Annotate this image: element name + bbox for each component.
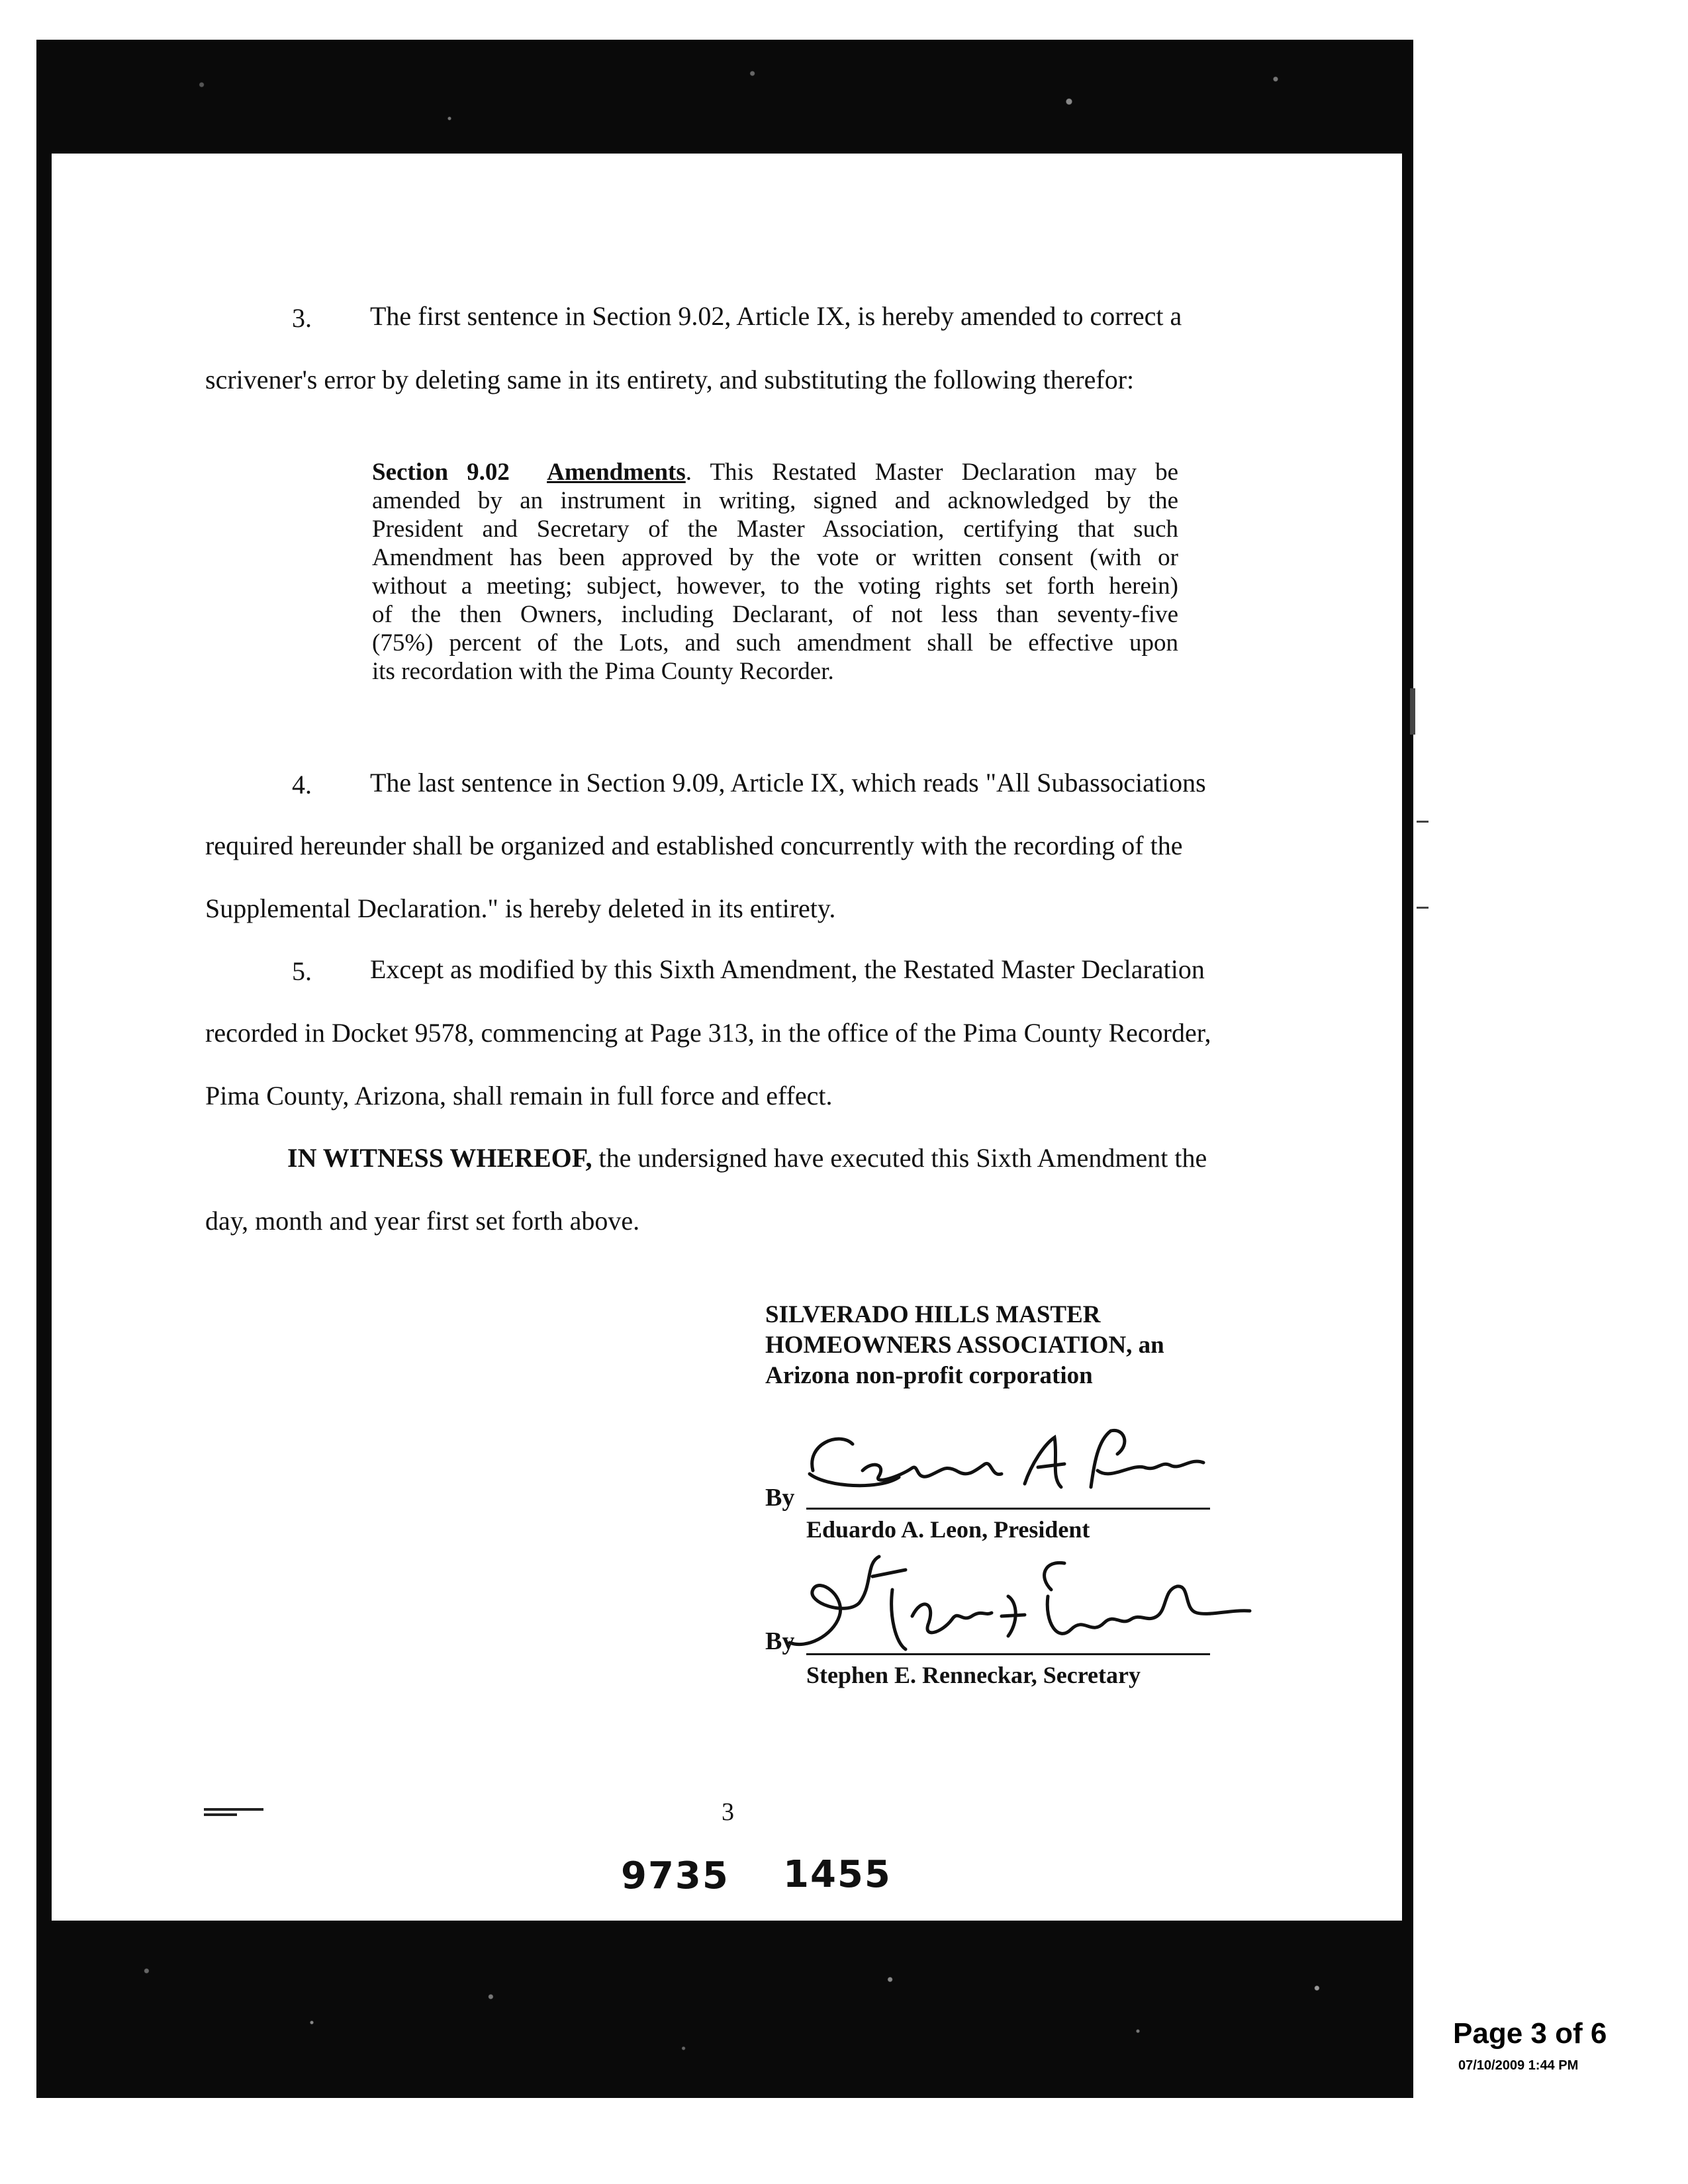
witness-line-2: day, month and year first set forth above. bbox=[205, 1206, 640, 1236]
quote-line-2: amended by an instrument in writing, signed and acknowledged by the bbox=[372, 487, 1178, 514]
signature-2-by: By bbox=[765, 1627, 795, 1655]
scan-noise-top bbox=[36, 40, 1413, 152]
docket-page: 1455 bbox=[783, 1853, 892, 1896]
page-number: 3 bbox=[722, 1798, 734, 1826]
quote-line-4: Amendment has been approved by the vote or written consent (with or bbox=[372, 544, 1178, 571]
quote-text-1: . This Restated Master Declaration may be bbox=[685, 459, 1178, 486]
item-3-number: 3. bbox=[292, 303, 312, 333]
item-3-line-1: The first sentence in Section 9.02, Article IX, is hereby amended to correct a bbox=[370, 301, 1182, 331]
item-3-line-2: scrivener's error by deleting same in its entirety, and substituting the following therefor: bbox=[205, 365, 1135, 394]
signature-1-handwriting bbox=[800, 1424, 1210, 1510]
item-4-number: 4. bbox=[292, 770, 312, 799]
item-5-number: 5. bbox=[292, 956, 312, 986]
witness-line-1-rest: the undersigned have executed this Sixth Amendment the bbox=[592, 1143, 1207, 1173]
print-timestamp: 07/10/2009 1:44 PM bbox=[1458, 2058, 1579, 2073]
association-line-2: HOMEOWNERS ASSOCIATION, an bbox=[765, 1332, 1164, 1359]
scan-noise-bottom bbox=[36, 1919, 1413, 2091]
quote-line-6: of the then Owners, including Declarant, of not less than seventy-five bbox=[372, 601, 1178, 628]
witness-line-1 bbox=[287, 1142, 1207, 1174]
scan-edge-artifact bbox=[1410, 688, 1415, 735]
quote-line-7: (75%) percent of the Lots, and such amendment shall be effective upon bbox=[372, 629, 1178, 657]
document-page bbox=[52, 154, 1402, 1921]
item-5-line-1: Except as modified by this Sixth Amendment, the Restated Master Declaration bbox=[370, 954, 1205, 984]
association-line-3: Arizona non-profit corporation bbox=[765, 1362, 1093, 1389]
section-902-quote bbox=[372, 458, 1178, 686]
signature-1-name: Eduardo A. Leon, President bbox=[806, 1516, 1090, 1543]
signature-2-line bbox=[806, 1653, 1210, 1655]
item-4-line-1: The last sentence in Section 9.09, Article IX, which reads "All Subassociations bbox=[370, 768, 1206, 797]
scan-edge-artifact bbox=[1417, 907, 1429, 909]
signature-2-handwriting bbox=[780, 1550, 1256, 1662]
association-block bbox=[765, 1300, 1164, 1391]
signature-1-line bbox=[806, 1508, 1210, 1510]
signature-1-by: By bbox=[765, 1484, 795, 1512]
item-4-line-2: required hereunder shall be organized and established concurrently with the recording of the bbox=[205, 831, 1183, 860]
witness-lead: IN WITNESS WHEREOF, bbox=[287, 1143, 592, 1173]
docket-number: 9735 bbox=[621, 1854, 729, 1897]
quote-heading-title: Amendments bbox=[547, 459, 686, 486]
quote-heading: Section 9.02 bbox=[372, 459, 510, 486]
quote-line-1 bbox=[372, 458, 1178, 486]
quote-line-5: without a meeting; subject, however, to the voting rights set forth herein) bbox=[372, 572, 1178, 600]
signature-2-name: Stephen E. Renneckar, Secretary bbox=[806, 1662, 1141, 1688]
page-counter: Page 3 of 6 bbox=[1453, 2017, 1607, 2050]
item-4-line-3: Supplemental Declaration." is hereby deleted in its entirety. bbox=[205, 893, 836, 923]
item-5-line-2: recorded in Docket 9578, commencing at Page 313, in the office of the Pima County Recorder, bbox=[205, 1018, 1211, 1048]
association-line-1: SILVERADO HILLS MASTER bbox=[765, 1301, 1101, 1328]
quote-line-8: its recordation with the Pima County Recorder. bbox=[372, 658, 834, 685]
scan-edge-artifact bbox=[1417, 821, 1429, 823]
quote-line-3: President and Secretary of the Master Association, certifying that such bbox=[372, 516, 1178, 543]
form-code-stamp bbox=[204, 1808, 265, 1823]
item-5-line-3: Pima County, Arizona, shall remain in full force and effect. bbox=[205, 1081, 833, 1111]
